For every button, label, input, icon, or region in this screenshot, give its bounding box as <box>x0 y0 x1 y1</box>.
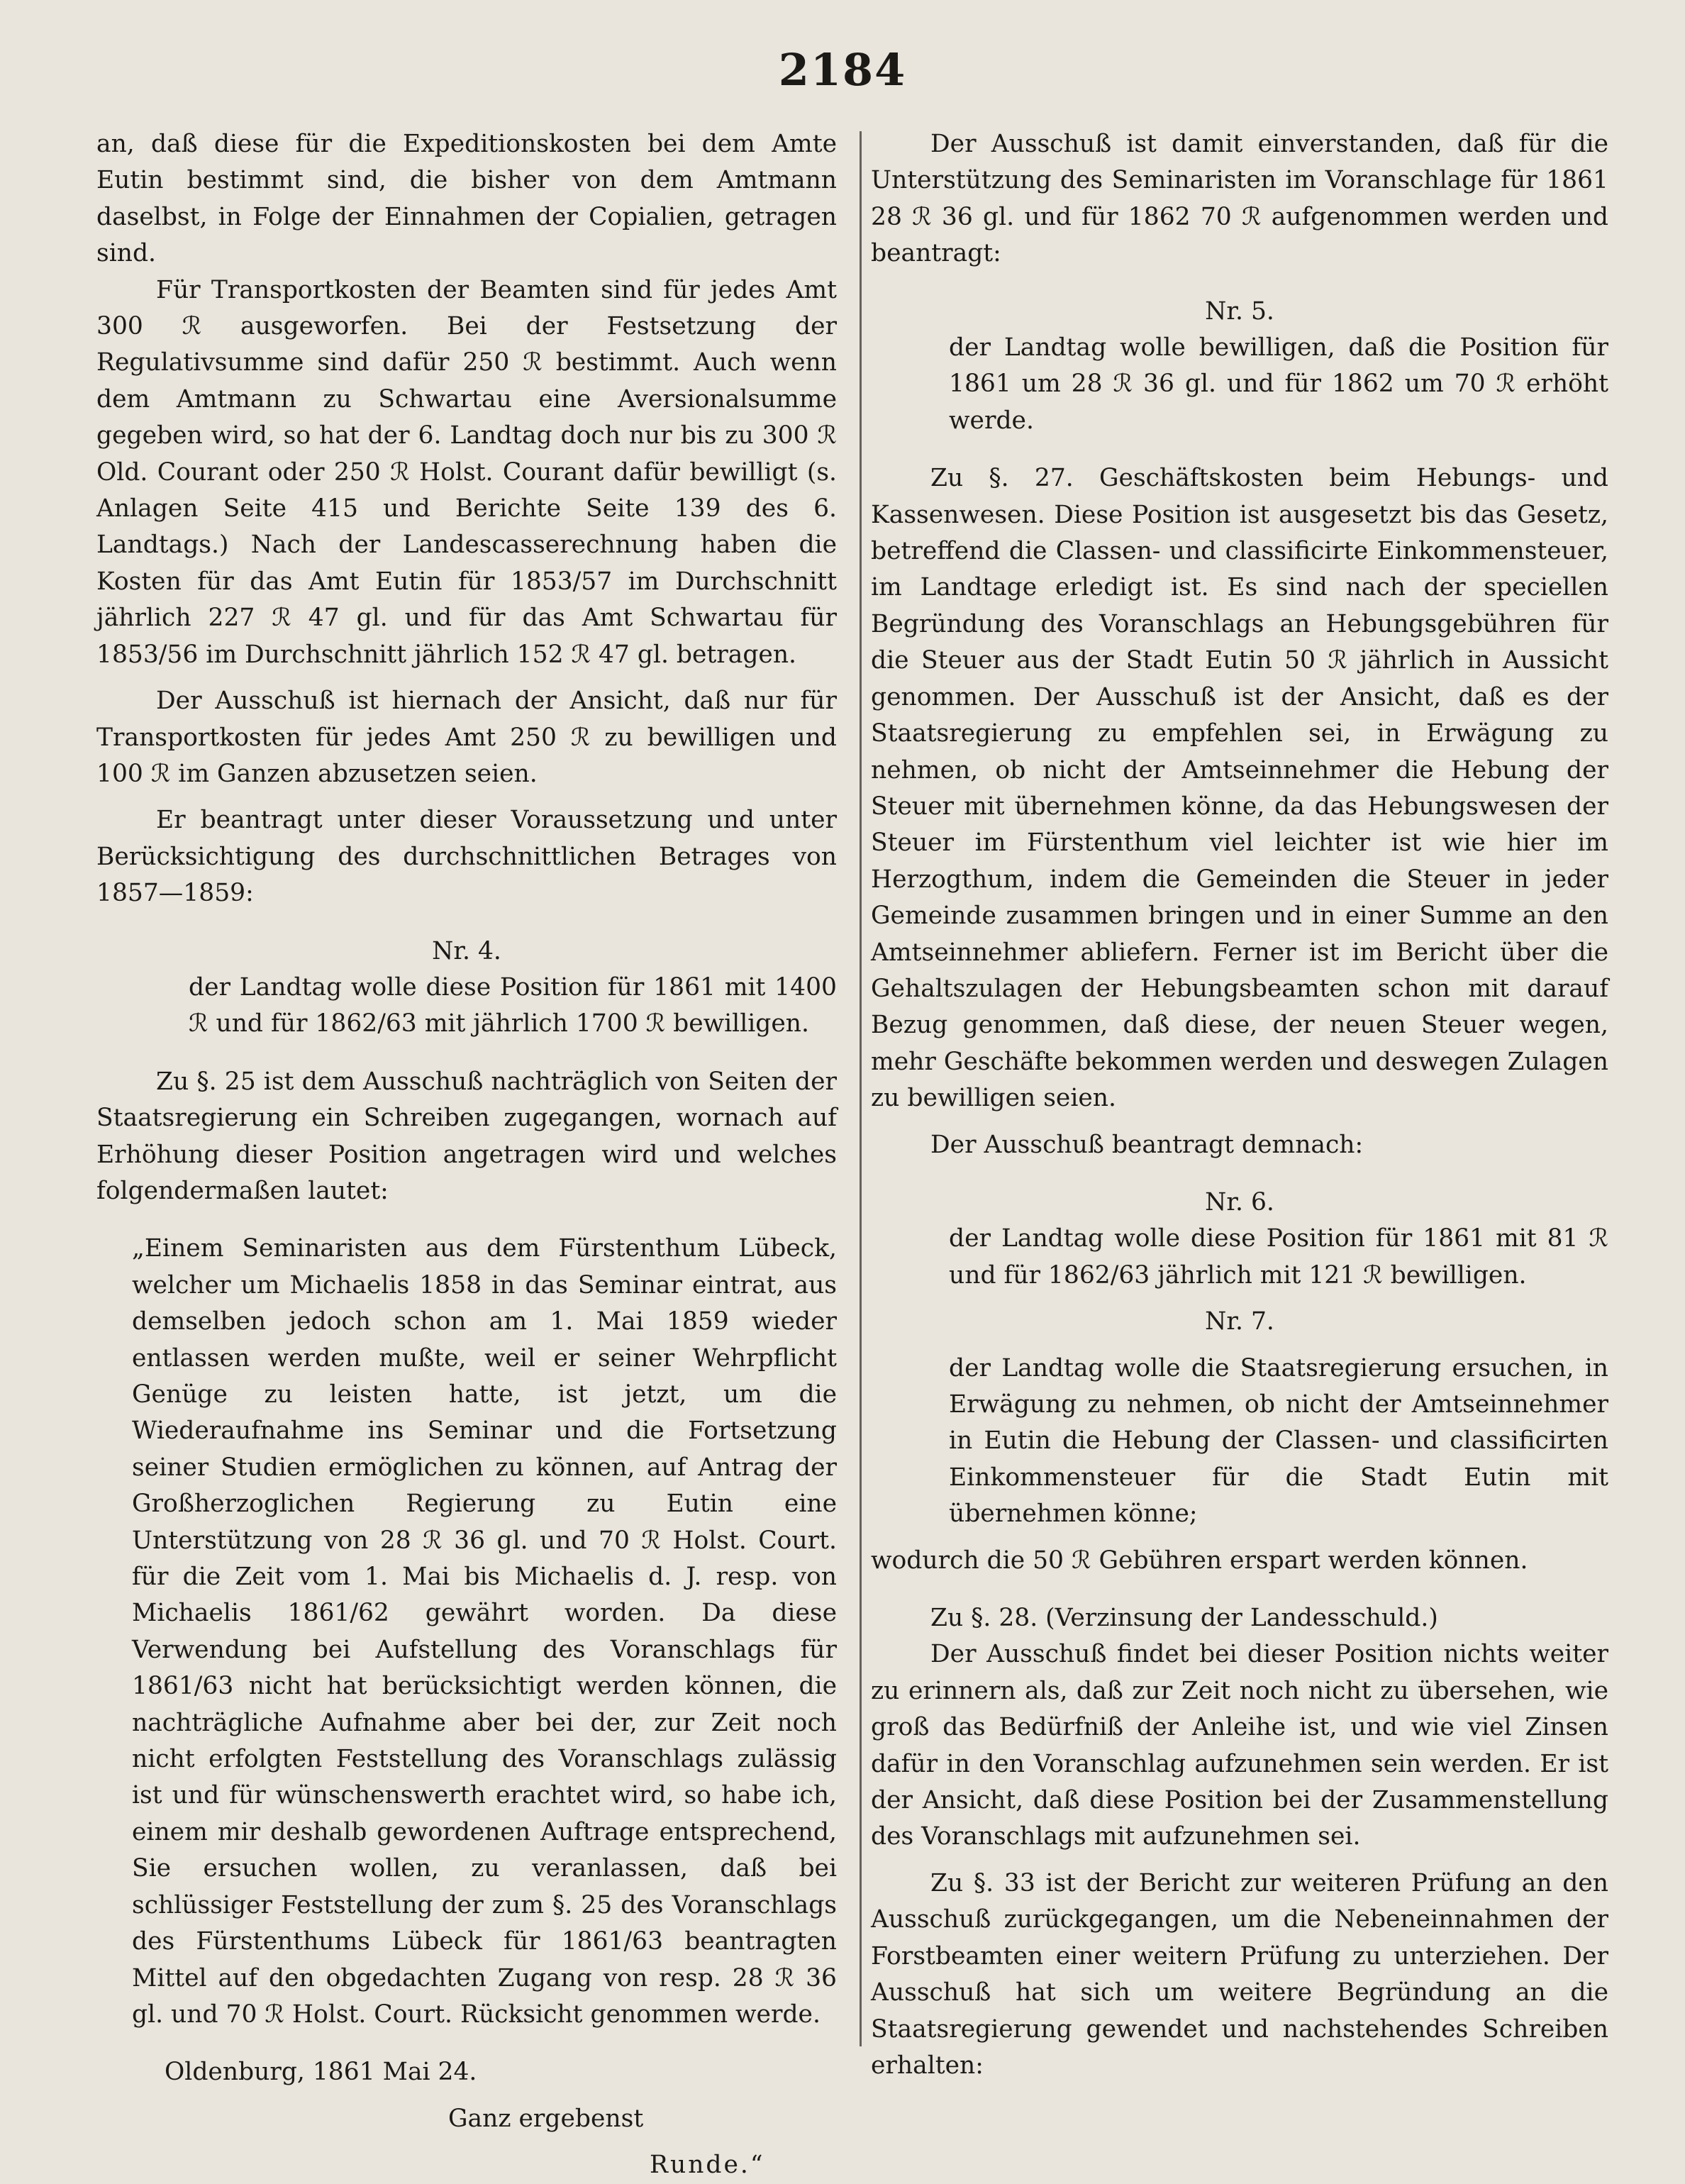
page-number: 2184 <box>778 44 907 96</box>
left-column <box>96 126 837 2184</box>
motion-title: Nr. 5. <box>1205 296 1274 326</box>
paragraph: Zu §. 27. Geschäftskosten beim Hebungs- und Kassenwesen. Diese Position ist ausgesetzt bis das Gesetz, betreffend die Classen- und classificirte Einkommensteuer, im Landtage erledigt ist. Es sind nach der speciellen Begründung des Voranschlags an Hebungsgebühren für die Steuer aus der Stadt Eutin 50 ℛ jährlich in Aussicht genommen. Der Ausschuß ist der Ansicht, daß es der Staatsregierung zu empfehlen sei, in Erwägung zu nehmen, ob nicht der Amtseinnehmer die Hebung der Steuer mit übernehmen könne, da das Hebungswesen der Steuer im Fürstenthum viel leichter ist wie hier im Herzogthum, indem die Gemeinden die Steuer in jeder Gemeinde zusammen bringen und in einer Summe an den Amtseinnehmer abliefern. Ferner ist im Bericht über die Gehaltszulagen der Hebungsbeamten schon mit darauf Bezug genommen, daß diese, der neuen Steuer wegen, mehr Geschäfte bekommen werden und deswegen Zulagen zu bewilligen seien. <box>871 464 1608 1113</box>
motion-text: der Landtag wolle die Staatsregierung ersuchen, in Erwägung zu nehmen, ob nicht der Amtseinnehmer in Eutin die Hebung der Classen- und classificirten Einkommensteuer für die Stadt Eutin mit übernehmen könne; <box>949 1353 1608 1529</box>
paragraph: Für Transportkosten der Beamten sind für jedes Amt 300 ℛ ausgeworfen. Bei der Festsetzung der Regulativsumme sind dafür 250 ℛ bestimmt. Auch wenn dem Amtmann zu Schwartau eine Aversionalsumme gegeben wird, so hat der 6. Landtag doch nur bis zu 300 ℛ Old. Courant oder 250 ℛ Holst. Courant dafür bewilligt (s. Anlagen Seite 415 und Berichte Seite 139 des 6. Landtags.) Nach der Landescasserechnung haben die Kosten für das Amt Eutin für 1853/57 im Durchschnitt jährlich 227 ℛ 47 gl. und für das Amt Schwartau für 1853/56 im Durchschnitt jährlich 152 ℛ 47 gl. betragen. <box>96 275 837 669</box>
signature-name: Runde.“ <box>650 2151 765 2180</box>
motion-title: Nr. 7. <box>1205 1307 1274 1336</box>
signature-closing: Ganz ergebenst <box>448 2104 644 2133</box>
paragraph: Der Ausschuß ist hiernach der Ansicht, daß nur für Transportkosten für jedes Amt 250 ℛ zu bewilligen und 100 ℛ im Ganzen abzusetzen seien. <box>96 687 837 788</box>
paragraph: Der Ausschuß findet bei dieser Position nichts weiter zu erinnern als, daß zur Zeit noch nicht zu übersehen, wie groß das Bedürfniß der Anleihe ist, und wie viel Zinsen dafür in den Voranschlag aufzunehmen sein werden. Er ist der Ansicht, daß diese Position bei der Zusammenstellung des Voranschlags mit aufzunehmen sei. <box>871 1640 1608 1851</box>
paragraph: Zu §. 25 ist dem Ausschuß nachträglich von Seiten der Staatsregierung ein Schreiben zugegangen, wornach auf Erhöhung dieser Position angetragen wird und welches folgendermaßen lautet: <box>96 1067 837 1205</box>
motion-text: der Landtag wolle diese Position für 1861 mit 1400 ℛ und für 1862/63 mit jährlich 1700 ℛ bewilligen. <box>189 972 837 1038</box>
signature-place-date: Oldenburg, 1861 Mai 24. <box>165 2058 477 2087</box>
paragraph: Er beantragt unter dieser Voraussetzung und unter Berücksichtigung des durchschnittlichen Betrages von 1857—1859: <box>96 806 837 908</box>
motion-title: Nr. 6. <box>1205 1187 1274 1216</box>
paragraph: Der Ausschuß beantragt demnach: <box>930 1130 1364 1159</box>
motion-title: Nr. 4. <box>432 936 501 965</box>
paragraph: Zu §. 33 ist der Bericht zur weiteren Prüfung an den Ausschuß zurückgegangen, um die Nebeneinnahmen der Forstbeamten einer weitern Prüfung zu unterziehen. Der Ausschuß hat sich um weitere Begründung an die Staatsregierung gewendet und nachstehendes Schreiben erhalten: <box>871 1868 1608 2080</box>
right-column <box>871 126 1608 2084</box>
paragraph: wodurch die 50 ℛ Gebühren erspart werden können. <box>871 1546 1528 1575</box>
paragraph: Der Ausschuß ist damit einverstanden, daß für die Unterstützung des Seminaristen im Voranschlage für 1861 28 ℛ 36 gl. und für 1862 70 ℛ aufgenommen werden und beantragt: <box>871 130 1608 268</box>
column-divider <box>860 131 862 2046</box>
motion-text: der Landtag wolle bewilligen, daß die Position für 1861 um 28 ℛ 36 gl. und für 1862 um 70 ℛ erhöht werde. <box>949 333 1608 435</box>
section-heading: Zu §. 28. (Verzinsung der Landesschuld.) <box>930 1604 1438 1633</box>
quoted-letter: „Einem Seminaristen aus dem Fürstenthum Lübeck, welcher um Michaelis 1858 in das Seminar eintrat, aus demselben jedoch schon am 1. Mai 1859 wieder entlassen werden mußte, weil er seiner Wehrpflicht Genüge zu leisten hatte, ist jetzt, um die Wiederaufnahme ins Seminar und die Fortsetzung seiner Studien ermöglichen zu können, auf Antrag der Großherzoglichen Regierung zu Eutin eine Unterstützung von 28 ℛ 36 gl. und 70 ℛ Holst. Court. für die Zeit vom 1. Mai bis Michaelis d. J. resp. von Michaelis 1861/62 gewährt worden. Da diese Verwendung bei Aufstellung des Voranschlags für 1861/63 nicht hat berücksichtigt werden können, die nachträgliche Aufnahme aber bei der, zur Zeit noch nicht erfolgten Feststellung des Voranschlags zulässig ist und für wünschenswerth erachtet wird, so habe ich, einem mir deshalb gewordenen Auftrage entsprechend, Sie ersuchen wollen, zu veranlassen, daß bei schlüssiger Feststellung der zum §. 25 des Voranschlags des Fürstenthums Lübeck für 1861/63 beantragten Mittel auf den obgedachten Zugang von resp. 28 ℛ 36 gl. und 70 ℛ Holst. Court. Rücksicht genommen werde. <box>132 1234 837 2029</box>
motion-text: der Landtag wolle diese Position für 1861 mit 81 ℛ und für 1862/63 jährlich mit 121 ℛ bewilligen. <box>949 1224 1608 1290</box>
paragraph: an, daß diese für die Expeditionskosten bei dem Amte Eutin bestimmt sind, die bisher von dem Amtmann daselbst, in Folge der Einnahmen der Copialien, getragen sind. <box>96 130 837 268</box>
